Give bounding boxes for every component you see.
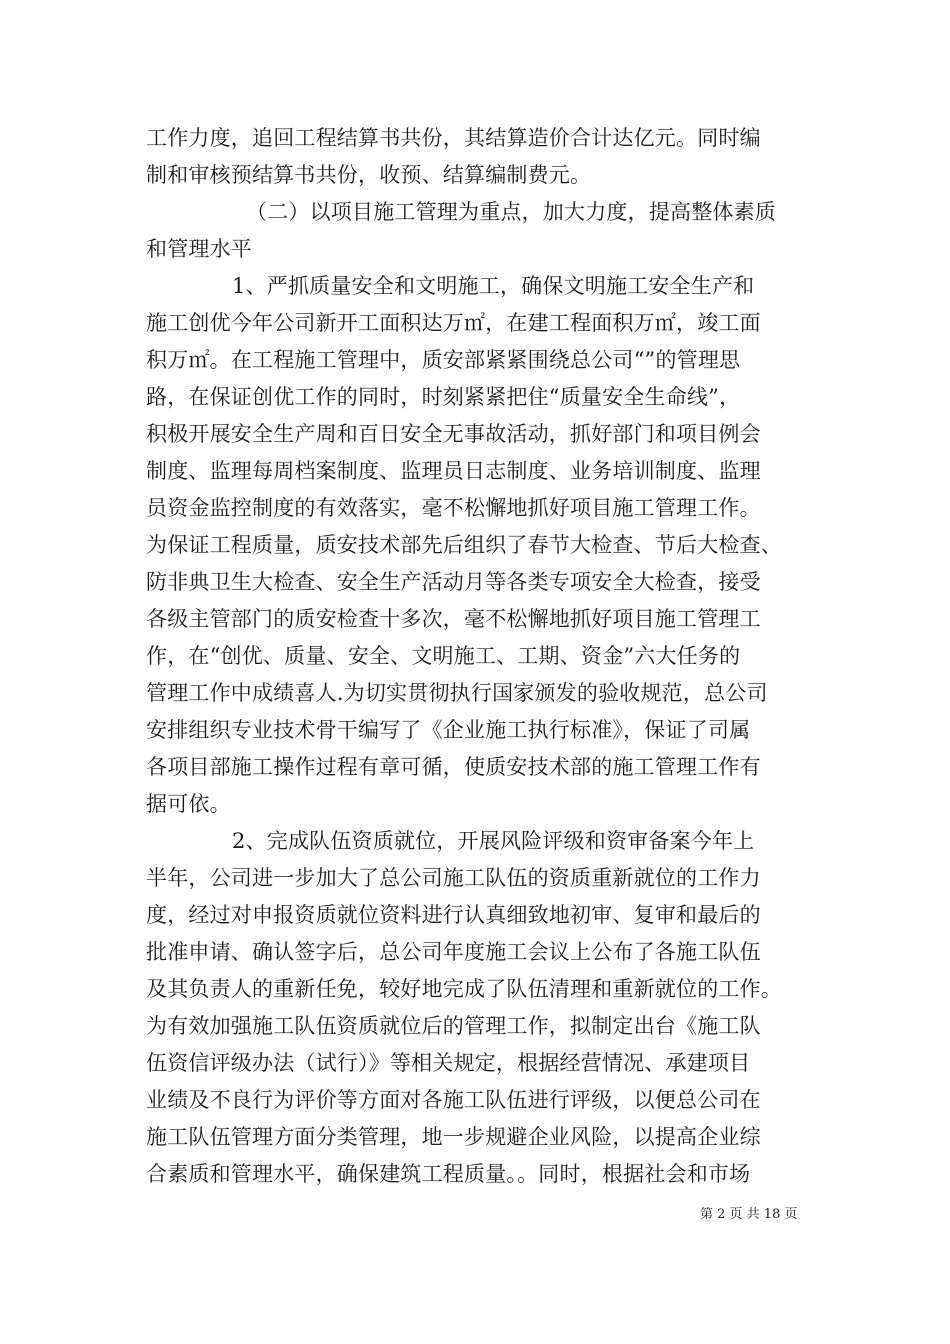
text-line-28: 施工队伍管理方面分类管理，地一步规避企业风险，以提高企业综	[146, 1125, 761, 1149]
section-heading-2: （二）以项目施工管理为重点，加大力度，提高整体素质	[246, 200, 776, 224]
text-line-18: 各项目部施工操作过程有章可循，使质安技术部的施工管理工作有	[146, 755, 761, 779]
text-line-14: 各级主管部门的质安检查十多次，毫不松懈地抓好项目施工管理工	[146, 607, 761, 631]
item-heading-2: 2、完成队伍资质就位，开展风险评级和资审备案今年上	[232, 829, 755, 853]
page-number-footer: 第 2 页 共 18 页	[700, 1207, 798, 1222]
text-line-12: 为保证工程质量，质安技术部先后组织了春节大检查、节后大检查、	[146, 533, 782, 557]
text-line-17: 安排组织专业技术骨干编写了《企业施工执行标准》，保证了司属	[146, 718, 751, 742]
text-line-26: 伍资信评级办法（试行）》等相关规定，根据经营情况、承建项目	[146, 1051, 751, 1075]
text-line-24: 及其负责人的重新任免，较好地完成了队伍清理和重新就位的工作。	[146, 977, 782, 1001]
section-heading-2-cont: 和管理水平	[146, 237, 252, 261]
text-line-13: 防非典卫生大检查、安全生产活动月等各类专项安全大检查，接受	[146, 570, 761, 594]
text-line-21: 半年，公司进一步加大了总公司施工队伍的资质重新就位的工作力	[146, 866, 761, 890]
text-line-7: 积万㎡。在工程施工管理中，质安部紧紧围绕总公司“”的管理思	[146, 348, 741, 372]
text-line-15: 作，在“创优、质量、安全、文明施工、工期、资金”六大任务的	[146, 644, 741, 668]
text-line-10: 制度、监理每周档案制度、监理员日志制度、业务培训制度、监理	[146, 459, 761, 483]
text-line-16: 管理工作中成绩喜人.为切实贯彻执行国家颁发的验收规范，总公司	[146, 681, 768, 705]
text-line-22: 度，经过对申报资质就位资料进行认真细致地初审、复审和最后的	[146, 903, 761, 927]
text-line-25: 为有效加强施工队伍资质就位后的管理工作，拟制定出台《施工队	[146, 1014, 761, 1038]
text-line-11: 员资金监控制度的有效落实，毫不松懈地抓好项目施工管理工作。	[146, 496, 761, 520]
text-line-29: 合素质和管理水平，确保建筑工程质量。。同时，根据社会和市场	[146, 1162, 751, 1186]
text-line-27: 业绩及不良行为评价等方面对各施工队伍进行评级，以便总公司在	[146, 1088, 761, 1112]
text-line-9: 积极开展安全生产周和百日安全无事故活动，抓好部门和项目例会	[146, 422, 761, 446]
text-line-23: 批准申请、确认签字后，总公司年度施工会议上公布了各施工队伍	[146, 940, 761, 964]
text-line-6: 施工创优今年公司新开工面积达万㎡，在建工程面积万㎡，竣工面	[146, 311, 761, 335]
text-line-1: 工作力度，追回工程结算书共份，其结算造价合计达亿元。同时编	[146, 126, 761, 150]
text-line-19: 据可依。	[146, 792, 231, 816]
text-line-8: 路，在保证创优工作的同时，时刻紧紧把住“质量安全生命线”，	[146, 385, 741, 409]
item-heading-1: 1、严抓质量安全和文明施工，确保文明施工安全生产和	[232, 274, 755, 298]
text-line-2: 制和审核预结算书共份，收预、结算编制费元。	[146, 163, 592, 187]
